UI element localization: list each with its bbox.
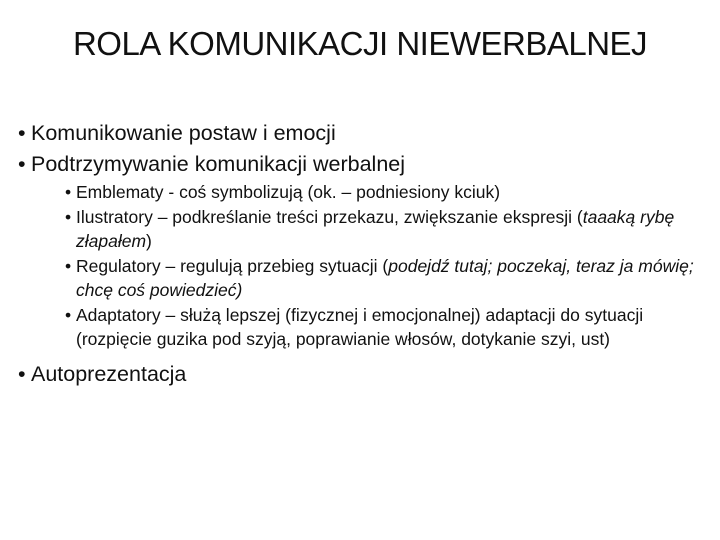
sub-bullet-text: Regulatory – regulują przebieg sytuacji ( bbox=[76, 255, 389, 276]
sub-bullet-example: podejdź tutaj; poczekaj, teraz ja mówię; chcę coś powiedzieć) bbox=[76, 255, 694, 300]
bullet-icon: • bbox=[18, 121, 26, 145]
sub-bullet-list bbox=[54, 180, 708, 352]
bullet-icon: • bbox=[65, 255, 72, 276]
sub-bullet-item bbox=[54, 303, 708, 352]
sub-bullet-suffix: ) bbox=[146, 231, 152, 251]
bullet-item bbox=[18, 359, 708, 390]
sub-bullet-item bbox=[54, 205, 708, 254]
bullet-item bbox=[18, 118, 708, 149]
bullet-icon: • bbox=[18, 361, 26, 386]
slide-content bbox=[18, 118, 708, 390]
bullet-item bbox=[18, 149, 708, 180]
sub-bullet-item bbox=[54, 254, 708, 303]
bullet-icon: • bbox=[65, 304, 72, 325]
sub-bullet-text: Ilustratory – podkreślanie treści przekazu, zwiększanie ekspresji ( bbox=[76, 206, 583, 227]
sub-bullet-example: taaaką rybę złapałem bbox=[76, 206, 675, 251]
sub-bullet-text: Adaptatory – służą lepszej (fizycznej i emocjonalnej) adaptacji do sytuacji (rozpięcie guzika pod szyją, poprawianie włosów, dotykanie szyi, ust) bbox=[76, 304, 644, 349]
slide-title: ROLA KOMUNIKACJI NIEWERBALNEJ bbox=[72, 25, 648, 62]
bullet-text: Komunikowanie postaw i emocji bbox=[31, 121, 336, 145]
bullet-text: Autoprezentacja bbox=[31, 361, 187, 386]
sub-bullet-text: Emblematy - coś symbolizują (ok. – podniesiony kciuk) bbox=[76, 182, 501, 202]
bullet-text: Podtrzymywanie komunikacji werbalnej bbox=[31, 152, 406, 176]
bullet-icon: • bbox=[65, 206, 72, 227]
bullet-icon: • bbox=[18, 152, 26, 176]
sub-bullet-item bbox=[54, 180, 708, 205]
bullet-icon: • bbox=[65, 182, 72, 202]
